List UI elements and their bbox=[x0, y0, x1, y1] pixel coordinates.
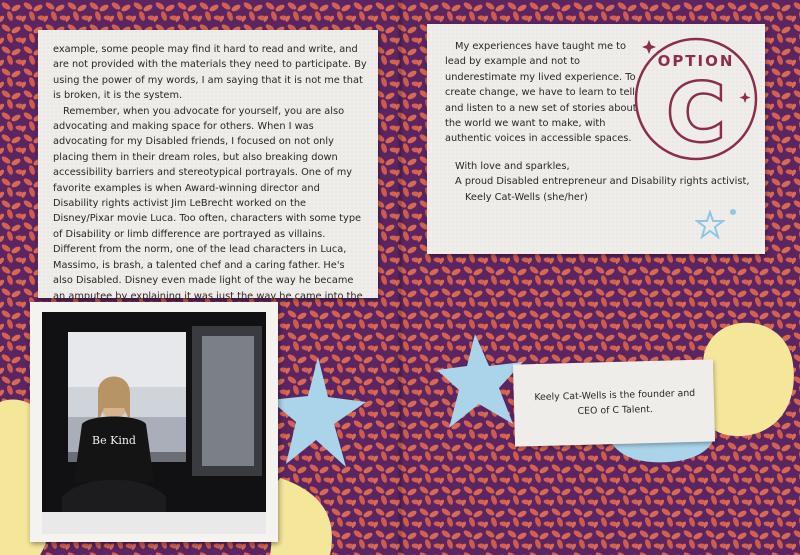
sparkle-icon bbox=[642, 40, 656, 54]
paragraph: My experiences have taught me to lead by example and not to underestimate my lived experience. To create change, we have to learn to tell and listen to a new set of stories about the world we want to make, with authentic voices in accessible spaces. bbox=[445, 41, 637, 145]
badge-letter: C bbox=[667, 69, 725, 159]
paragraph: example, some people may find it hard to read and write, and are not provided with the materials they need to participate. By using the power of my words, I am saying that it is not me that is broken, it is the system. bbox=[53, 44, 367, 102]
option-c-badge bbox=[629, 32, 763, 166]
signature-block bbox=[445, 159, 750, 205]
photo-illustration bbox=[42, 312, 266, 534]
paragraph: Remember, when you advocate for yourself, you are also advocating and making space for others. When I was advocating for my Disabled friends, I focused on not only placing them in their dream roles, but also breaking down accessibility barriers and stereotypical portrayals. One of my favorite examples is when Award-winning director and Disability rights activist Jim LeBrecht worked on the Disney/Pixar movie Luca. Too often, characters with some type of Disability or limb difference are portrayed as villains. Different from the norm, one of the lead characters in Luca, Massimo, is brash, a talented chef and a caring father. He's also Disabled. Disney even made light of the way he became an amputee by explaining it was just the way he came into the bbox=[53, 105, 363, 302]
blue-star-left bbox=[268, 352, 368, 472]
badge-word: OPTION bbox=[657, 52, 735, 70]
signature-title: A proud Disabled entrepreneur and Disability rights activist, bbox=[455, 176, 750, 188]
blue-star-right bbox=[435, 332, 525, 432]
dot-icon bbox=[729, 208, 737, 216]
left-page-text bbox=[53, 42, 367, 319]
photo-frame bbox=[30, 302, 278, 542]
left-paper-note bbox=[38, 30, 378, 302]
yellow-blob-bottom bbox=[270, 478, 340, 555]
small-star-icon bbox=[695, 210, 725, 240]
photo-caption-note bbox=[513, 359, 715, 446]
photo-caption: Keely Cat-Wells is the founder and CEO of C Talent. bbox=[534, 387, 696, 417]
signature-name: Keely Cat-Wells (she/her) bbox=[465, 191, 588, 203]
portrait-photo bbox=[42, 312, 266, 534]
book-gutter bbox=[397, 0, 403, 555]
shirt-text: Be Kind bbox=[92, 434, 136, 447]
sparkle-icon bbox=[740, 92, 751, 103]
right-paper-note bbox=[427, 24, 765, 254]
signoff: With love and sparkles, bbox=[455, 160, 570, 172]
